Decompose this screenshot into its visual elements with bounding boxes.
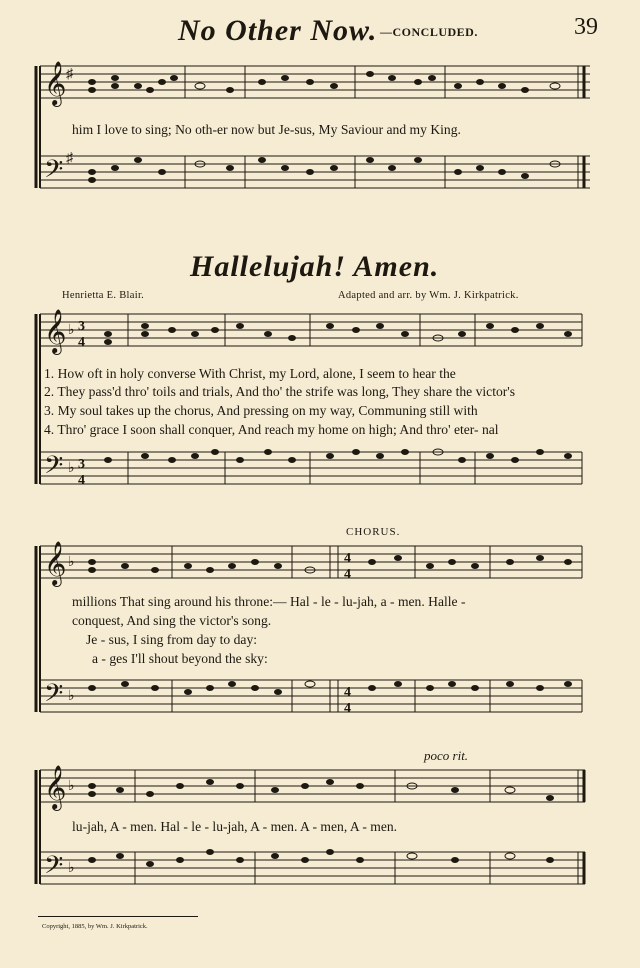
svg-text:♭: ♭	[68, 779, 75, 794]
hymn-title: Hallelujah! Amen.	[190, 250, 440, 283]
svg-text:4: 4	[344, 685, 351, 700]
svg-text:4: 4	[344, 551, 351, 566]
svg-text:♭: ♭	[68, 555, 75, 570]
footer-rule	[38, 916, 198, 917]
svg-text:♭: ♭	[68, 689, 75, 704]
hymn-author: Henrietta E. Blair.	[62, 290, 145, 301]
svg-text:𝄞: 𝄞	[44, 61, 67, 105]
hymn-arranger: Adapted and arr. by Wm. J. Kirkpatrick.	[338, 290, 519, 301]
svg-text:𝄢: 𝄢	[44, 679, 64, 714]
svg-text:𝄞: 𝄞	[44, 541, 67, 585]
svg-text:3: 3	[78, 457, 85, 472]
svg-text:𝄢: 𝄢	[44, 851, 64, 886]
svg-text:♭: ♭	[68, 861, 75, 876]
svg-text:♭: ♭	[68, 461, 75, 476]
svg-text:𝄞: 𝄞	[44, 309, 67, 353]
page-number: 39	[574, 14, 598, 40]
lyric-line-system-1: him I love to sing; No oth-er now but Je-sus, My Saviour and my King.	[72, 122, 461, 137]
staff-system-3	[0, 536, 640, 726]
staff-system-2	[0, 304, 640, 496]
lyric-line-3-1: millions That sing around his throne:— Hal - le - lu-jah, a - men. Halle -	[72, 594, 466, 609]
verse-3-line: 3. My soul takes up the chorus, And pressing on my way, Communing still with	[44, 403, 478, 418]
verse-2-line: 2. They pass'd thro' toils and trials, And tho' the strife was long, They share the victor's	[44, 384, 516, 399]
lyric-line-3-2: conquest, And sing the victor's song.	[72, 613, 272, 628]
svg-text:𝄢: 𝄢	[44, 451, 64, 486]
svg-text:𝄞: 𝄞	[44, 765, 67, 809]
svg-text:3: 3	[78, 319, 85, 334]
svg-text:4: 4	[344, 701, 351, 716]
concluded-label: —CONCLUDED.	[380, 25, 478, 39]
svg-text:♯: ♯	[66, 67, 73, 82]
svg-text:♭: ♭	[68, 323, 75, 338]
verse-4-line: 4. Thro' grace I soon shall conquer, And reach my home on high; And thro' eter- nal	[44, 422, 499, 437]
svg-text:4: 4	[344, 567, 351, 582]
svg-text:𝄢: 𝄢	[44, 155, 64, 190]
svg-text:4: 4	[78, 335, 85, 350]
verse-1-line: 1. How oft in holy converse With Christ, my Lord, alone, I seem to hear the	[44, 366, 456, 381]
svg-text:♯: ♯	[66, 151, 73, 166]
lyric-line-4: lu-jah, A - men. Hal - le - lu-jah, A - men. A - men, A - men.	[72, 819, 398, 834]
copyright-notice: Copyright, 1885, by Wm. J. Kirkpatrick.	[42, 923, 148, 930]
song-title-no-other-now: No Other Now.	[178, 14, 378, 47]
svg-text:4: 4	[78, 473, 85, 488]
lyric-line-3-4: a - ges I'll shout beyond the sky:	[92, 651, 268, 666]
chorus-label: CHORUS.	[346, 526, 401, 538]
tempo-mark: poco rit.	[424, 748, 469, 763]
lyric-line-3-3: Je - sus, I sing from day to day:	[86, 632, 258, 647]
